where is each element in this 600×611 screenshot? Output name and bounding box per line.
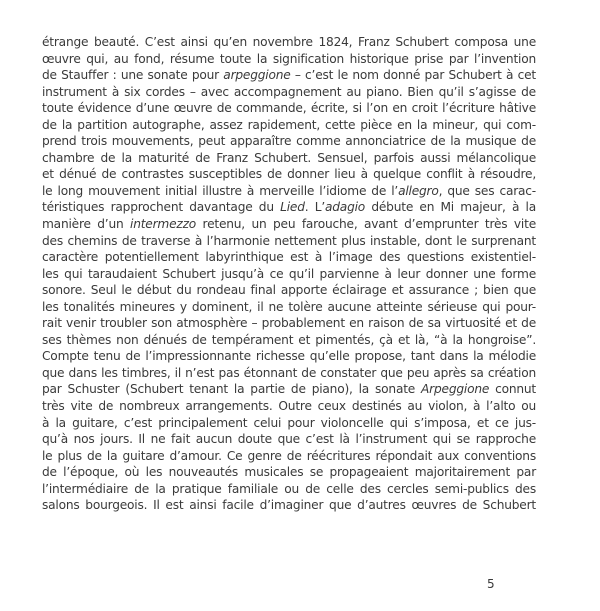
text-segment: étrange beauté. C’est ainsi qu’en novembre 1824, Franz Schubert composa une bbox=[42, 35, 536, 49]
text-segment: de l’époque, où les nouveautés musicales se propageaient majoritairement par bbox=[42, 465, 536, 480]
page-number: 5 bbox=[487, 577, 495, 591]
text-segment: manière d’un bbox=[42, 217, 131, 232]
text-segment: par Schuster (Schubert tenant la partie de piano), la sonate bbox=[42, 382, 422, 397]
text-segment: toute évidence d’une œuvre de commande, écrite, si l’on en croit l’écriture hâtive bbox=[42, 101, 536, 116]
text-segment: salons bourgeois. Il est ainsi facile d’imaginer que d’autres œuvres de Schubert bbox=[42, 498, 536, 513]
text-line bbox=[42, 365, 536, 382]
text-segment: à la guitare, c’est principalement celui pour violoncelle qui s’imposa, et ce jus- bbox=[42, 415, 536, 430]
text-line bbox=[42, 266, 536, 283]
text-segment: chambre de la maturité de Franz Schubert. Sensuel, parfois aussi mélancolique bbox=[42, 150, 536, 165]
text-line bbox=[42, 464, 536, 481]
text-segment: Compte tenu de l’impressionnante richesse qu’elle propose, tant dans la mélodie bbox=[42, 349, 536, 364]
italic-text: intermezzo bbox=[130, 217, 197, 232]
text-line bbox=[42, 233, 536, 250]
text-segment: qu’à nos jours. Il ne fait aucun doute que c’est là l’instrument qui se rapproche bbox=[42, 432, 536, 447]
italic-text: allegro bbox=[398, 183, 439, 198]
text-line bbox=[42, 51, 536, 68]
text-segment: l’intermédiaire de la pratique familiale ou de celle des cercles semi-publics des bbox=[42, 481, 536, 496]
text-line bbox=[42, 183, 536, 200]
text-line bbox=[42, 398, 536, 415]
text-segment: de Stauffer : une sonate pour bbox=[42, 68, 224, 83]
text-segment: retenu, un peu farouche, avant d’emprunter très vite bbox=[196, 217, 536, 232]
text-line bbox=[42, 431, 536, 448]
text-segment: , que ses carac- bbox=[438, 183, 536, 198]
text-segment: œuvre qui, au fond, résume toute la signification historique prise par l’invention bbox=[42, 51, 536, 66]
text-segment: – c’est le nom donné par Schubert à cet bbox=[290, 68, 536, 83]
text-line bbox=[42, 199, 536, 216]
text-line bbox=[42, 415, 536, 432]
text-line bbox=[42, 299, 536, 316]
text-segment: très vite de nombreux arrangements. Outre ceux destinés au violon, à l’alto ou bbox=[42, 399, 536, 414]
text-line bbox=[42, 67, 536, 84]
text-line bbox=[42, 381, 536, 398]
text-segment: caractère potentiellement labyrinthique est à l’image des questions existentiel- bbox=[42, 250, 536, 265]
text-segment: de la partition autographe, assez rapidement, cette pièce en la mineur, qui com- bbox=[42, 117, 536, 132]
text-line bbox=[42, 348, 536, 365]
text-segment: que dans les timbres, il n’est pas étonnant de constater que peu après sa création bbox=[42, 365, 536, 380]
italic-text: adagio bbox=[325, 200, 366, 215]
italic-text: Arpeggione bbox=[421, 382, 490, 397]
text-segment: . L’ bbox=[304, 200, 325, 215]
text-line bbox=[42, 332, 536, 349]
text-line bbox=[42, 166, 536, 183]
text-segment: des chemins de traverse à l’harmonie nettement plus instable, dont le surprenant bbox=[42, 233, 536, 248]
text-line bbox=[42, 117, 536, 134]
text-line bbox=[42, 150, 536, 167]
text-segment: ses thèmes non dénués de tempérament et pimentés, çà et là, “à la hongroise”. bbox=[42, 332, 536, 347]
text-line bbox=[42, 216, 536, 233]
text-line bbox=[42, 282, 536, 299]
text-segment: prend trois mouvements, peut apparaître comme annonciatrice de la musique de bbox=[42, 134, 536, 149]
text-segment: connut bbox=[489, 382, 537, 397]
text-line bbox=[42, 84, 536, 101]
text-segment: sonore. Seul le début du rondeau final apporte éclairage et assurance ; bien que bbox=[42, 283, 536, 298]
italic-text: Lied bbox=[280, 200, 305, 215]
text-line bbox=[42, 497, 536, 514]
text-line bbox=[42, 133, 536, 150]
text-segment: le long mouvement initial illustre à merveille l’idiome de l’ bbox=[42, 183, 399, 198]
text-segment: rait venir troubler son atmosphère – probablement en raison de sa virtuosité et de bbox=[42, 316, 536, 331]
text-segment: le plus de la guitare d’amour. Ce genre de réécritures répondait aux conventions bbox=[42, 448, 536, 463]
text-segment: et dénué de contrastes susceptibles de donner lieu à quelque conflit à résoudre, bbox=[42, 167, 536, 182]
text-segment: les tonalités mineures y dominent, il ne tolère aucune atteinte sérieuse qui pour- bbox=[42, 299, 536, 314]
body-text bbox=[42, 34, 536, 514]
text-segment: les qui taraudaient Schubert jusqu’à ce qu’il parvienne à leur donner une forme bbox=[42, 266, 536, 281]
text-line bbox=[42, 34, 536, 51]
text-segment: instrument à six cordes – avec accompagnement au piano. Bien qu’il s’agisse de bbox=[42, 84, 536, 99]
text-segment: débute en Mi majeur, à la bbox=[365, 200, 536, 215]
text-line bbox=[42, 100, 536, 117]
text-line bbox=[42, 249, 536, 266]
text-line bbox=[42, 481, 536, 498]
text-segment: téristiques rapprochent davantage du bbox=[42, 200, 281, 215]
text-line bbox=[42, 315, 536, 332]
italic-text: arpeggione bbox=[223, 68, 291, 83]
text-line bbox=[42, 448, 536, 465]
